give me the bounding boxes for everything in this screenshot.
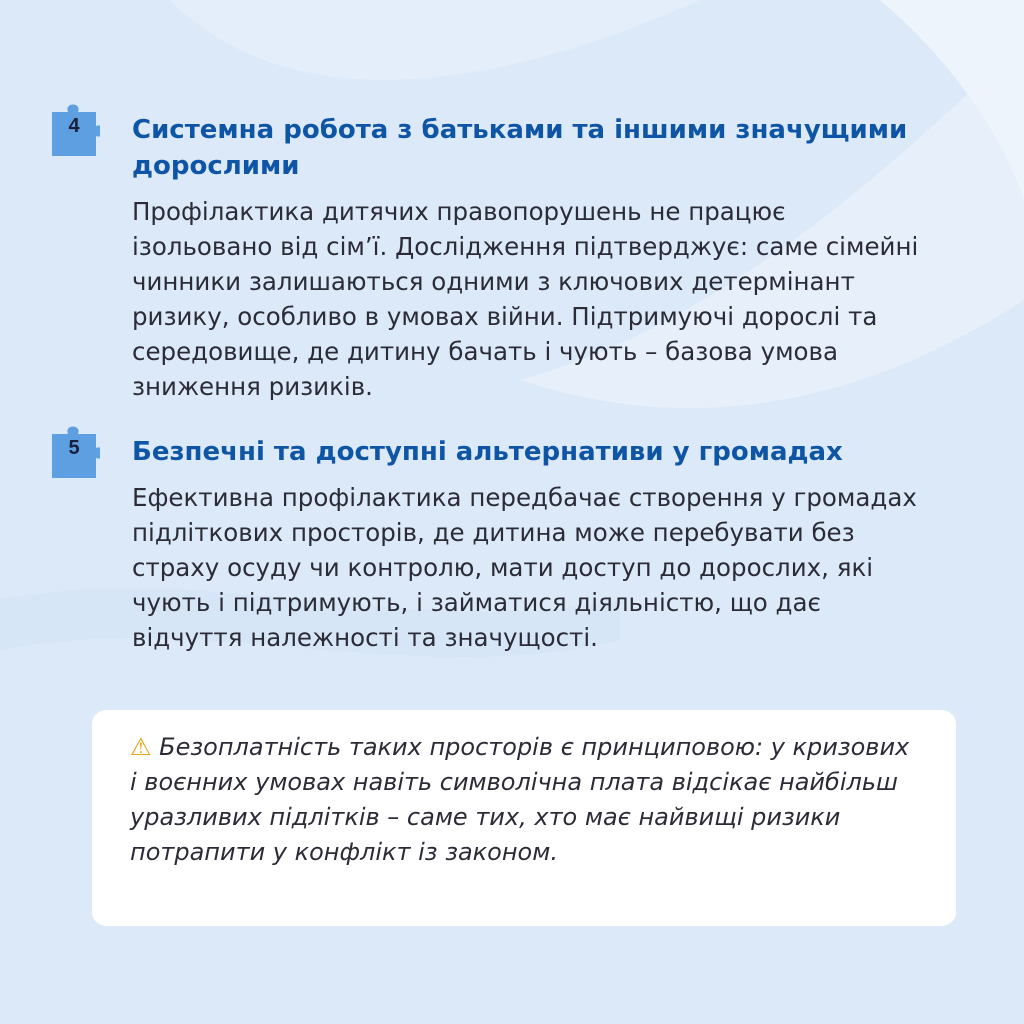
puzzle-badge-4 — [52, 98, 100, 156]
section-title: Системна робота з батьками та іншими значущими дорослими — [132, 115, 908, 181]
puzzle-badge-5 — [52, 420, 100, 478]
section-body: Профілактика дитячих правопорушень не працює ізольовано від сім’ї. Дослідження підтверджує: саме сімейні чинники залишаються одними з ключових детермінант ризику, особливо в умовах війни. Підтримуючі дорослі та середовище, де дитину бачать і чують – базова умова зниження ризиків. — [132, 197, 919, 401]
section-number: 5 — [68, 437, 80, 459]
section-number: 4 — [68, 115, 80, 137]
warning-icon: ⚠ — [130, 733, 152, 761]
note-text — [130, 730, 920, 870]
section-title: Безпечні та доступні альтернативи у громадах — [132, 437, 843, 467]
note-card — [92, 710, 956, 926]
section-body: Ефективна профілактика передбачає створення у громадах підліткових просторів, де дитина може перебувати без страху осуду чи контролю, мати доступ до дорослих, які чують і підтримують, і займатися діяльністю, що дає відчуття належності та значущості. — [132, 483, 917, 652]
note-body: Безоплатність таких просторів є принциповою: у кризових і воєнних умовах навіть символічна плата відсікає найбільш уразливих підлітків – саме тих, хто має найвищі ризики потрапити у конфлікт із законом. — [130, 733, 910, 866]
